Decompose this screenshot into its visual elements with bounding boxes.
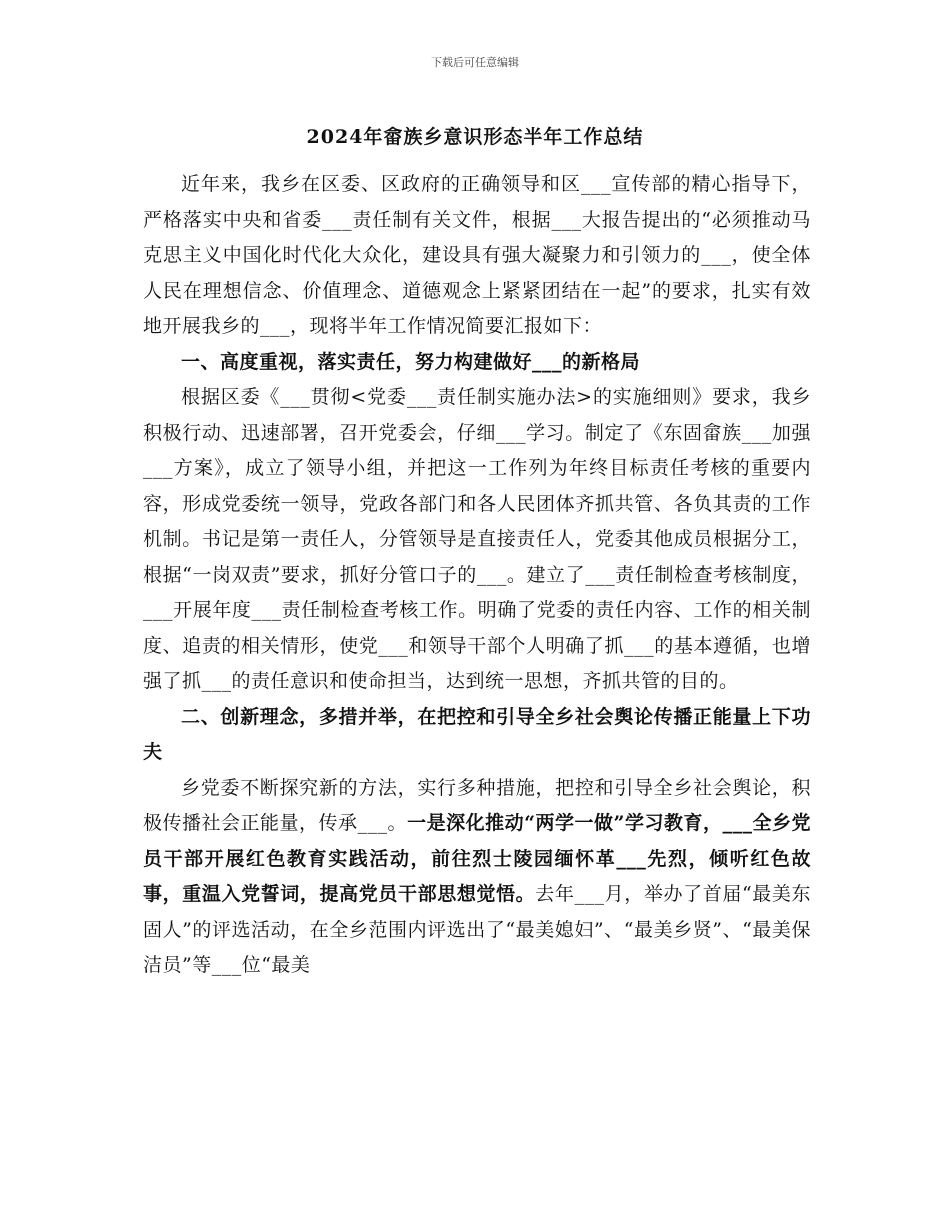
section2-lead-text: 乡党委不断探究新的方法，实行多种措施，把控和引导全乡社会舆论，积极传播社会正能量，传承___。 bbox=[143, 776, 811, 834]
document-body bbox=[143, 167, 811, 984]
header-note: 下载后可任意编辑 bbox=[431, 56, 519, 69]
document-title: 2024年畲族乡意识形态半年工作总结 bbox=[306, 126, 644, 148]
section2-heading: 二、创新理念，多措并举，在把控和引导全乡社会舆论传播正能量上下功夫 bbox=[143, 705, 811, 763]
section1-paragraph: 根据区委《___贯彻<党委___责任制实施办法>的实施细则》要求，我乡积极行动、迅速部署，召开党委会，仔细___学习。制定了《东固畲族___加强___方案》，成立了领导小组，并把这一工作列为年终目标责任考核的重要内容，形成党委统一领导，党政各部门和各人民团体齐抓共管、各负其责的工作机制。书记是第一责任人，分管领导是直接责任人，党委其他成员根据分工，根据“一岗双责”要求，抓好分管口子的___。建立了___责任制检查考核制度，___开展年度___责任制检查考核工作。明确了党委的责任内容、工作的相关制度、追责的相关情形，使党___和领导干部个人明确了抓___的基本遵循，也增强了抓___的责任意识和使命担当，达到统一思想，齐抓共管的目的。 bbox=[143, 386, 811, 692]
intro-paragraph: 近年来，我乡在区委、区政府的正确领导和区___宣传部的精心指导下，严格落实中央和省委___责任制有关文件，根据___大报告提出的“必须推动马克思主义中国化时代化大众化，建设具有强大凝聚力和引领力的___，使全体人民在理想信念、价值理念、道德观念上紧紧团结在一起”的要求，扎实有效地开展我乡的___，现将半年工作情况简要汇报如下： bbox=[143, 173, 811, 337]
section2-tail-text: 去年___月，举办了首届“最美东固人”的评选活动，在全乡范围内评选出了“最美媳妇”、“最美乡贤”、“最美保洁员”等___位“最美 bbox=[143, 883, 811, 976]
section2-paragraph bbox=[143, 771, 811, 984]
section1-heading: 一、高度重视，落实责任，努力构建做好___的新格局 bbox=[181, 350, 641, 373]
section2-bold-text: 一是深化推动“两学一做”学习教育，___全乡党员干部开展红色教育实践活动，前往烈士陵园缅怀革___先烈，倾听红色故事，重温入党誓词，提高党员干部思想觉悟。 bbox=[143, 812, 811, 905]
